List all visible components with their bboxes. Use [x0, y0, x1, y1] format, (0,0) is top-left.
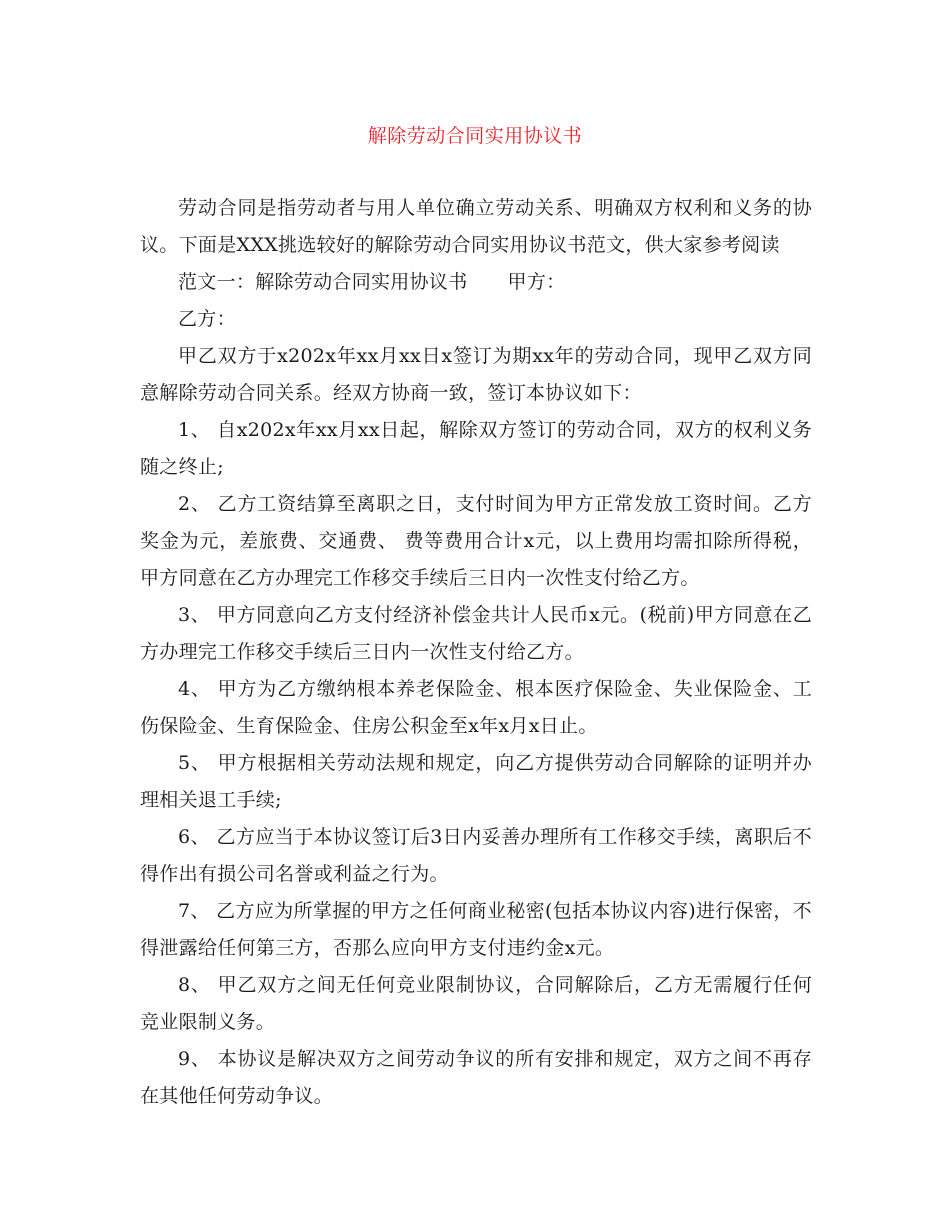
clause-4: 4、 甲方为乙方缴纳根本养老保险金、根本医疗保险金、失业保险金、工伤保险金、生育保险金、住房公积金至x年x月x日止。	[140, 678, 812, 737]
clause-1: 1、 自x202x年xx月xx日起，解除双方签订的劳动合同，双方的权利义务随之终止;	[140, 419, 812, 478]
document-title: 解除劳动合同实用协议书	[367, 125, 583, 147]
clause-3: 3、 甲方同意向乙方支付经济补偿金共计人民币x元。(税前)甲方同意在乙方办理完工作移交手续后三日内一次性支付给乙方。	[140, 604, 812, 663]
party-a-label: 甲方：	[507, 271, 566, 293]
clause-5: 5、 甲方根据相关劳动法规和规定，向乙方提供劳动合同解除的证明并办理相关退工手续;	[140, 752, 812, 811]
sample-heading-line	[140, 264, 812, 301]
clause-2: 2、 乙方工资结算至离职之日，支付时间为甲方正常发放工资时间。乙方奖金为元，差旅费、交通费、 费等费用合计x元，以上费用均需扣除所得税，甲方同意在乙方办理完工作移交手续后三日内一次性支付给乙方。	[140, 493, 812, 589]
clause-6: 6、 乙方应当于本协议签订后3日内妥善办理所有工作移交手续，离职后不得作出有损公司名誉或利益之行为。	[140, 826, 812, 885]
preamble-paragraph: 甲乙双方于x202x年xx月xx日x签订为期xx年的劳动合同，现甲乙双方同意解除劳动合同关系。经双方协商一致，签订本协议如下：	[140, 345, 812, 404]
sample-heading: 范文一：解除劳动合同实用协议书	[178, 271, 468, 293]
clause-8: 8、 甲乙双方之间无任何竞业限制协议，合同解除后，乙方无需履行任何竞业限制义务。	[140, 974, 812, 1033]
clause-7: 7、 乙方应为所掌握的甲方之任何商业秘密(包括本协议内容)进行保密，不得泄露给任何第三方，否那么应向甲方支付违约金x元。	[140, 900, 812, 959]
document-body	[140, 190, 812, 1115]
intro-paragraph: 劳动合同是指劳动者与用人单位确立劳动关系、明确双方权利和义务的协议。下面是XXX挑选较好的解除劳动合同实用协议书范文，供大家参考阅读	[140, 197, 812, 256]
clause-9: 9、 本协议是解决双方之间劳动争议的所有安排和规定，双方之间不再存在其他任何劳动争议。	[140, 1048, 812, 1107]
party-b-label: 乙方：	[178, 308, 236, 330]
